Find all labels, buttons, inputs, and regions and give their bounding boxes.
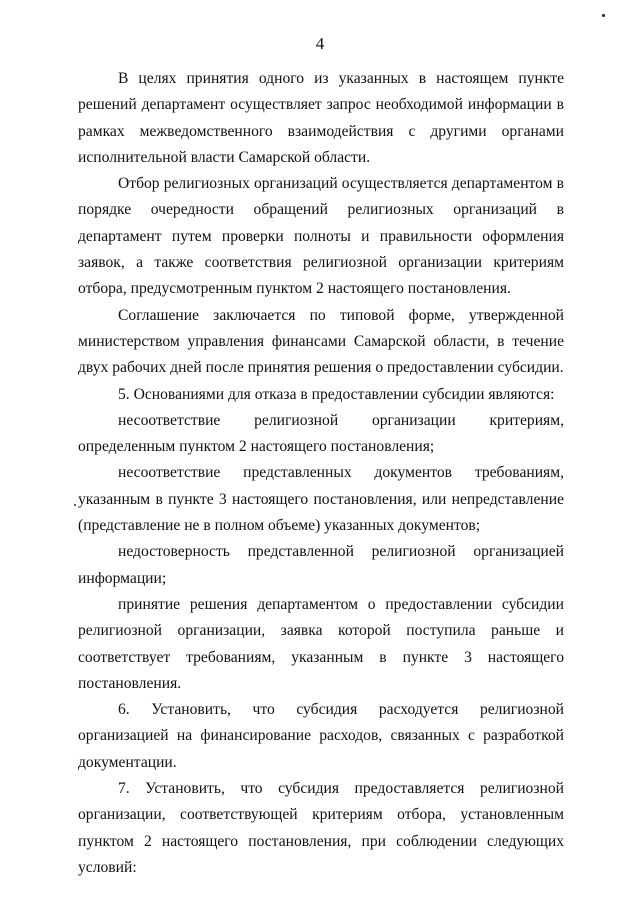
document-body: [78, 66, 564, 881]
paragraph-selection-procedure: Отбор религиозных организаций осуществляется департаментом в порядке очередности обращений религиозных организаций в департамент путем проверки полноты и правильности оформления заявок, а также соответствия религиозной организации критериям отбора, предусмотренным пунктом 2 настоящего постановления.: [78, 175, 564, 298]
paragraph-refusal-documents: несоответствие представленных документов требованиям, указанным в пункте 3 настоящего постановления, или непредставление (представление не в полном объеме) указанных документов;: [78, 464, 564, 535]
paragraph-refusal-prior-decision: принятие решения департаментом о предоставлении субсидии религиозной организации, заявка которой поступила раньше и соответствует требованиям, указанным в пункте 3 настоящего постановления.: [78, 595, 564, 692]
paragraph-item-7: 7. Установить, что субсидия предоставляется религиозной организации, соответствующей критериям отбора, установленным пунктом 2 настоящего постановления, при соблюдении следующих условий:: [78, 780, 564, 876]
paragraph-refusal-unreliable: недостоверность представленной религиозной организацией информации;: [78, 543, 564, 587]
scan-speck: [602, 14, 605, 17]
page-number: 4: [315, 34, 325, 53]
paragraph-agreement: Соглашение заключается по типовой форме, утвержденной министерством управления финансами Самарской области, в течение двух рабочих дней после принятия решения о предоставлении субсидии.: [78, 306, 564, 377]
paragraph-refusal-criteria: несоответствие религиозной организации критериям, определенным пунктом 2 настоящего постановления;: [78, 411, 564, 456]
scan-speck: [74, 504, 76, 506]
paragraph-item-6: 6. Установить, что субсидия расходуется религиозной организацией на финансирование расходов, связанных с разработкой документации.: [78, 701, 564, 771]
paragraph-item-5-heading: 5. Основаниями для отказа в предоставлении субсидии являются:: [118, 385, 555, 403]
paragraph-interagency-request: В целях принятия одного из указанных в настоящем пункте решений департамент осуществляет запрос необходимой информации в рамках межведомственного взаимодействия с другими органами исполнительной власти Самарской области.: [78, 70, 564, 166]
